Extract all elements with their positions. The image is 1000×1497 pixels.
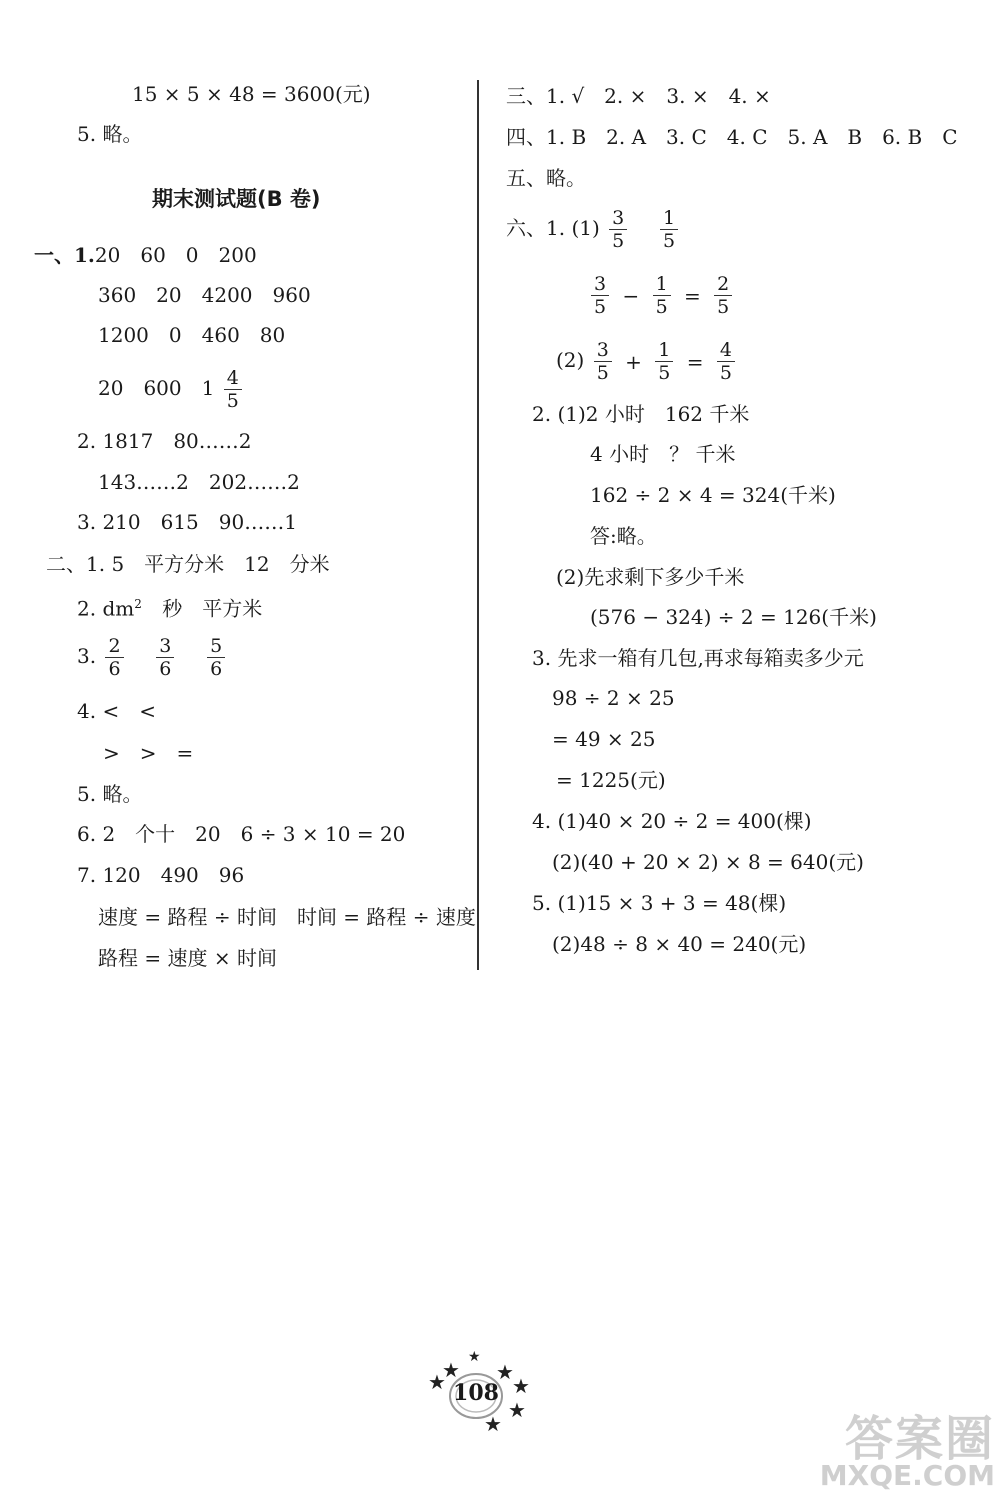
fraction: $\frac{1}{5}$ [655,339,673,384]
calc-line: 4. (1)40 × 20 ÷ 2 = 400(棵) [532,809,812,833]
fraction: $\frac{3}{5}$ [594,339,612,384]
answer-line: 二、1. 5 平方分米 12 分米 [46,552,330,576]
answer-line: 4. < < [77,699,156,723]
question-label: 六、1. (1) [506,216,600,240]
calc-line: 98 ÷ 2 × 25 [552,686,675,710]
answer-line: 3. 210 615 90……1 [77,510,297,534]
star-icon: ★ [508,1398,526,1422]
calc-line: = 1225(元) [556,768,666,792]
superscript: 2 [134,597,142,611]
fraction: $\frac{4}{5}$ [717,339,735,384]
answer-line: 5. 略。 [77,122,143,146]
watermark-url: MXQE.COM [819,1459,995,1492]
answer-line: 三、1. √ 2. × 3. × 4. × [506,84,771,108]
answer-line: (2)先求剩下多少千米 [556,565,745,589]
answer-values: 20 60 0 200 [94,243,257,267]
answer-line: 五、略。 [506,166,586,190]
answer-line: 1200 0 460 80 [98,323,286,347]
calc-line: = 49 × 25 [552,727,656,751]
calc-line: (2)48 ÷ 8 × 40 = 240(元) [552,932,807,956]
calc-line: 15 × 5 × 48 = 3600(元) [132,82,371,106]
fraction: $\frac{4}{5}$ [224,367,242,412]
answer-line: 7. 120 490 96 [77,863,245,887]
fraction: $\frac{1}{5}$ [660,207,678,252]
answer-line [77,592,262,621]
unit-label: 2. dm [77,596,135,621]
page-number-badge [428,1349,530,1436]
section-title: 期末测试题(B 卷) [152,187,321,211]
answer-line: 6. 2 个十 20 6 ÷ 3 × 10 = 20 [77,822,406,846]
fraction: $\frac{3}{5}$ [591,273,609,318]
calc-line: 162 ÷ 2 × 4 = 324(千米) [590,483,836,507]
watermark-text: 答案圈 [844,1411,995,1467]
operator: − [622,283,640,308]
star-icon: ★ [428,1370,446,1394]
answer-line: 4 小时 ？ 千米 [590,442,736,466]
formula-line: 路程 = 速度 × 时间 [98,946,277,970]
watermark-logo [765,1400,995,1492]
operator: = [686,349,704,374]
star-icon: ★ [484,1412,502,1436]
answer-line: > > = [103,741,194,765]
answer-line: 143……2 202……2 [98,470,300,494]
star-icon: ★ [468,1349,481,1365]
answer-line [34,243,257,267]
equation-line [556,336,738,386]
answer-line: 答:略。 [590,524,657,548]
star-icon: ★ [512,1374,530,1398]
operator: + [625,349,642,374]
answer-line [98,364,245,412]
answer-values: 20 600 1 [98,376,215,400]
answer-line: 360 20 4200 960 [98,283,311,307]
answer-line [77,632,228,680]
answer-values: 秒 平方米 [162,596,263,621]
formula-line: 速度 = 路程 ÷ 时间 时间 = 路程 ÷ 速度 [98,905,476,929]
fraction: $\frac{2}{6}$ [105,635,123,680]
fraction: $\frac{1}{5}$ [653,273,671,318]
page-number: 108 [453,1380,499,1406]
operator: = [684,283,701,308]
answer-line: 3. 先求一箱有几包,再求每箱卖多少元 [532,646,864,670]
question-label: 一、1. [34,243,95,267]
column-divider [477,80,479,970]
calc-line: (576 − 324) ÷ 2 = 126(千米) [590,605,877,629]
equation-line [588,270,735,320]
star-icon: ★ [496,1360,514,1384]
answer-line: 2. (1)2 小时 162 千米 [532,402,750,426]
calc-line: (2)(40 + 20 × 2) × 8 = 640(元) [552,850,864,874]
question-label: 3. [77,644,97,668]
answer-line: 四、1. B 2. A 3. C 4. C 5. A B 6. B C [506,125,958,149]
answer-line: 5. 略。 [77,782,143,806]
question-label: (2) [556,348,585,372]
fraction: $\frac{3}{6}$ [156,635,174,680]
answer-line: 2. 1817 80……2 [77,429,252,453]
fraction: $\frac{2}{5}$ [714,273,732,318]
calc-line: 5. (1)15 × 3 + 3 = 48(棵) [532,891,787,915]
star-icon: ★ [442,1358,460,1382]
answer-line [506,204,681,252]
fraction: $\frac{3}{5}$ [609,207,627,252]
fraction: $\frac{5}{6}$ [207,635,225,680]
